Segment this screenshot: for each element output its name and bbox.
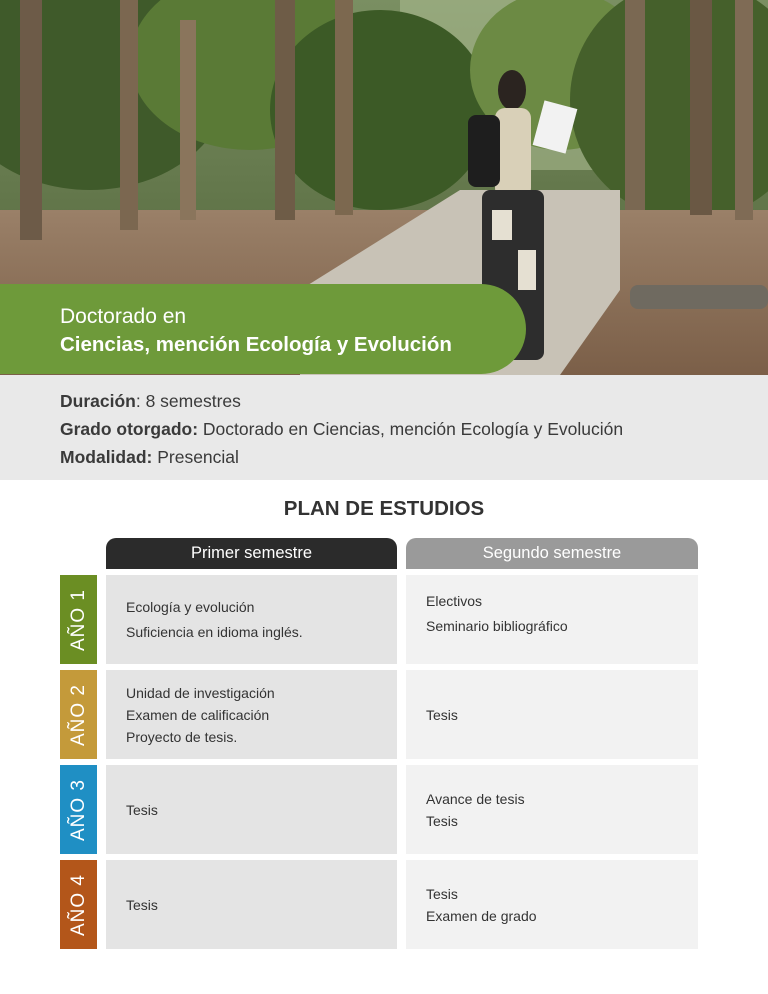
- program-title-band: [0, 284, 526, 374]
- course-item: Examen de calificación: [126, 706, 270, 723]
- year3-sem2-cell: [406, 765, 698, 854]
- year2-sem2-cell: [406, 670, 698, 759]
- year1-sem2-cell: [406, 575, 698, 664]
- course-item: Tesis: [426, 885, 458, 902]
- semester-header-second: Segundo semestre: [406, 538, 698, 569]
- year-label: AÑO 1: [67, 588, 89, 651]
- modality-row: [60, 443, 768, 471]
- course-item: Suficiencia en idioma inglés.: [126, 624, 303, 640]
- course-item: Tesis: [126, 896, 158, 913]
- degree-value: Doctorado en Ciencias, mención Ecología y Evolución: [198, 419, 624, 439]
- program-title-line2: Ciencias, mención Ecología y Evolución: [60, 333, 452, 356]
- duration-row: [60, 387, 768, 415]
- year-label: AÑO 3: [67, 778, 89, 841]
- modality-value: Presencial: [152, 447, 239, 467]
- program-info: [0, 375, 768, 480]
- course-item: Seminario bibliográfico: [426, 618, 568, 634]
- course-item: Tesis: [126, 801, 158, 818]
- year-label: AÑO 4: [67, 873, 89, 936]
- duration-value: : 8 semestres: [135, 391, 241, 411]
- degree-label: Grado otorgado:: [60, 419, 199, 439]
- course-item: Electivos: [426, 593, 483, 609]
- modality-label: Modalidad:: [60, 447, 153, 467]
- course-item: Examen de grado: [426, 907, 537, 924]
- hero-section: [0, 0, 768, 375]
- duration-label: Duración: [60, 391, 136, 411]
- year-tab-3: [60, 765, 97, 854]
- year-label: AÑO 2: [67, 683, 89, 746]
- course-item: Unidad de investigación: [126, 684, 275, 701]
- year-tab-1: [60, 575, 97, 664]
- plan-title: PLAN DE ESTUDIOS: [283, 497, 485, 520]
- course-item: Tesis: [426, 812, 458, 829]
- course-item: Proyecto de tesis.: [126, 728, 238, 745]
- program-title-line1: Doctorado en: [60, 305, 187, 328]
- degree-row: [60, 415, 768, 443]
- course-item: Ecología y evolución: [126, 599, 255, 615]
- year4-sem2-cell: [406, 860, 698, 949]
- year-tab-4: [60, 860, 97, 949]
- semester-header-first: Primer semestre: [106, 538, 397, 569]
- course-item: Tesis: [426, 706, 458, 723]
- year-tab-2: [60, 670, 97, 759]
- year2-sem1-cell: [106, 670, 397, 759]
- year4-sem1-cell: [106, 860, 397, 949]
- course-item: Avance de tesis: [426, 790, 525, 807]
- year3-sem1-cell: [106, 765, 397, 854]
- year1-sem1-cell: [106, 575, 397, 664]
